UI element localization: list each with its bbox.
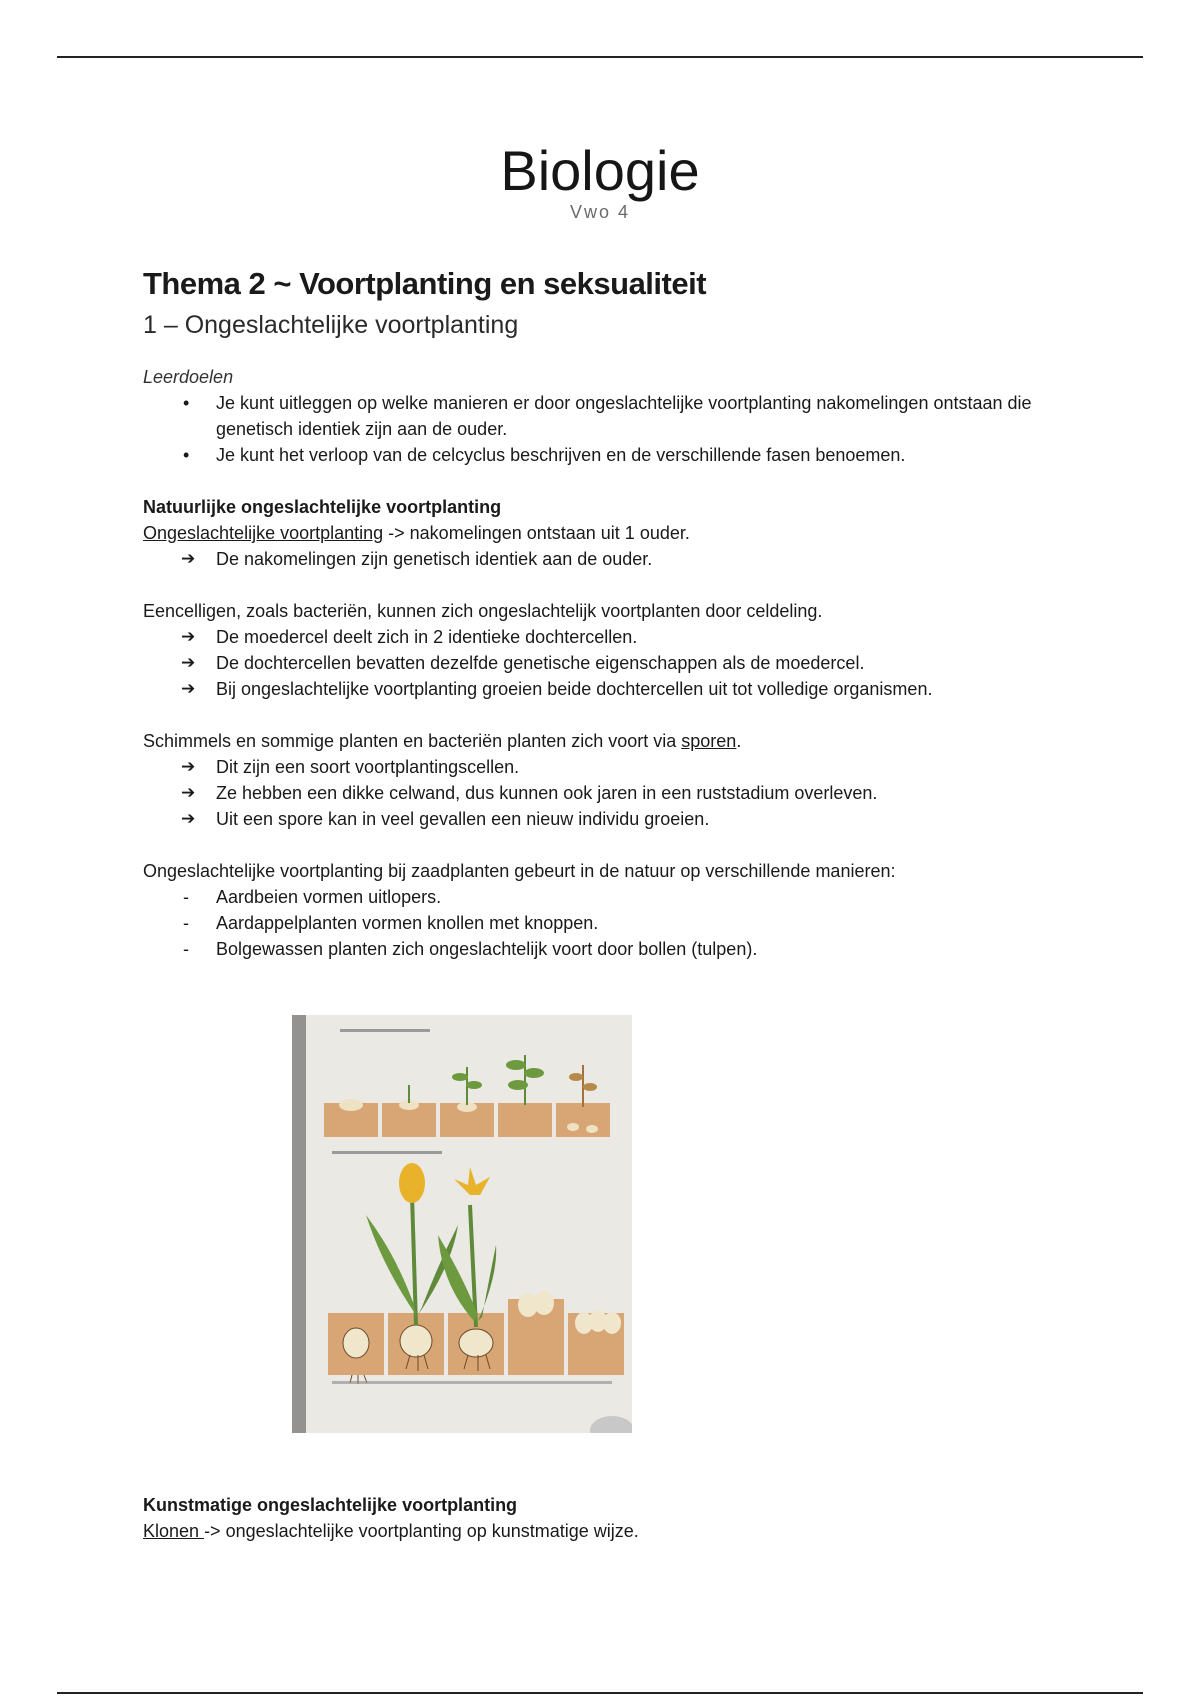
definition-text: -> ongeslachtelijke voortplanting op kunstmatige wijze. <box>204 1521 639 1541</box>
definition-text: -> nakomelingen ontstaan uit 1 ouder. <box>383 523 690 543</box>
spores-intro-end: . <box>736 731 742 751</box>
title-block <box>0 140 1200 223</box>
list-item: • Je kunt het verloop van de celcyclus beschrijven en de verschillende fasen benoemen. <box>143 442 1063 468</box>
list-item: ➔ Dit zijn een soort voortplantingscellen. <box>143 754 1063 780</box>
spores-intro <box>143 728 1063 754</box>
seed-plants-intro: Ongeslachtelijke voortplanting bij zaadplanten gebeurt in de natuur op verschillende manieren: <box>143 861 896 881</box>
list-item: - Bolgewassen planten zich ongeslachtelijk voort door bollen (tulpen). <box>143 936 1063 962</box>
spores-intro-text: Schimmels en sommige planten en bacteriën planten zich voort via <box>143 731 682 751</box>
learning-goals-list <box>143 390 1063 468</box>
theme-heading: Thema 2 ~ Voortplanting en seksualiteit <box>143 266 707 301</box>
list-item: ➔ De dochtercellen bevatten dezelfde genetische eigenschappen als de moedercel. <box>143 650 1063 676</box>
list-item: ➔ De nakomelingen zijn genetisch identiek aan de ouder. <box>143 546 1063 572</box>
artificial-heading: Kunstmatige ongeslachtelijke voortplanting <box>143 1495 518 1515</box>
definition-term: Klonen <box>143 1521 205 1541</box>
document-title: Biologie <box>500 139 700 202</box>
list-item: - Aardbeien vormen uitlopers. <box>143 884 1063 910</box>
unicellular-intro: Eencelligen, zoals bacteriën, kunnen zich ongeslachtelijk voortplanten door celdeling. <box>143 601 823 621</box>
spores-term: sporen <box>681 731 737 751</box>
footer-rule <box>57 1692 1143 1694</box>
list-item: ➔ Uit een spore kan in veel gevallen een nieuw individu groeien. <box>143 806 1063 832</box>
list-item: - Aardappelplanten vormen knollen met knoppen. <box>143 910 1063 936</box>
spores-points <box>143 754 1063 832</box>
definition-term: Ongeslachtelijke voortplanting <box>143 523 384 543</box>
list-item: • Je kunt uitleggen op welke manieren er door ongeslachtelijke voortplanting nakomelingen ontstaan die genetisch identiek zijn aan de ouder. <box>143 390 1063 442</box>
unicellular-points <box>143 624 1063 702</box>
section-heading: 1 – Ongeslachtelijke voortplanting <box>143 311 519 339</box>
list-item: ➔ De moedercel deelt zich in 2 identieke dochtercellen. <box>143 624 1063 650</box>
learning-goals-label: Leerdoelen <box>143 367 234 387</box>
definition-points <box>143 546 1063 572</box>
natural-definition <box>143 520 1063 546</box>
list-item: ➔ Bij ongeslachtelijke voortplanting groeien beide dochtercellen uit tot volledige organismen. <box>143 676 1063 702</box>
document-subtitle: Vwo 4 <box>569 202 631 222</box>
tulip-bulb-illustration <box>292 1015 632 1433</box>
list-item: ➔ Ze hebben een dikke celwand, dus kunnen ook jaren in een ruststadium overleven. <box>143 780 1063 806</box>
artificial-section <box>143 1492 1063 1544</box>
document-body <box>143 264 1063 962</box>
artificial-definition <box>143 1518 1063 1544</box>
header-rule <box>57 56 1143 58</box>
natural-heading: Natuurlijke ongeslachtelijke voortplanting <box>143 497 502 517</box>
seed-plants-points <box>143 884 1063 962</box>
tulip-bulb-photo <box>292 1015 632 1433</box>
